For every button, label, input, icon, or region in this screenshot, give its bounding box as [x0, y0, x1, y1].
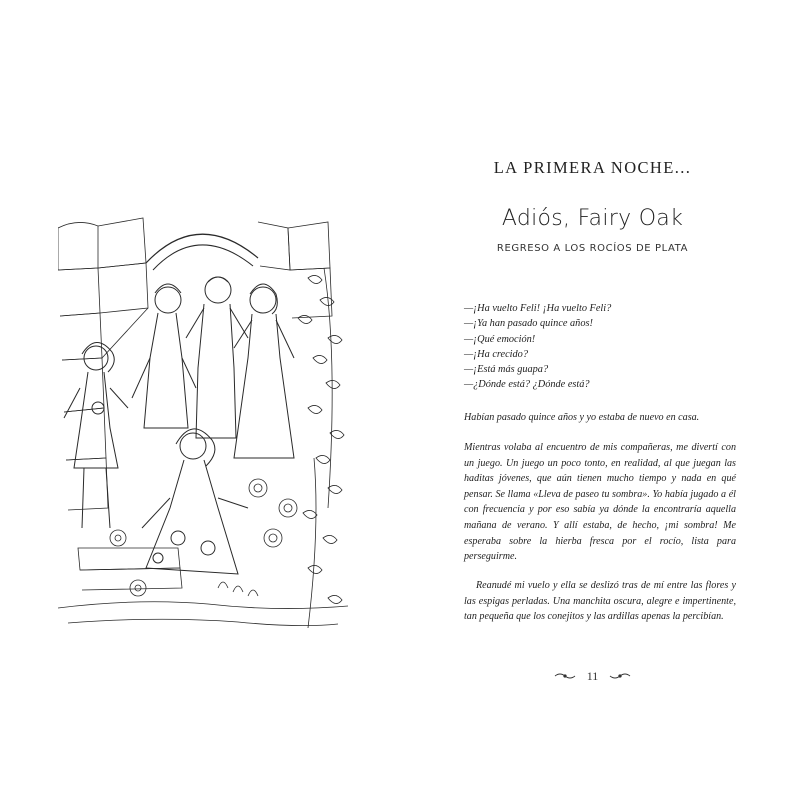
ivy-leaves [298, 268, 344, 628]
chapter-title: Adiós, Fairy Oak [501, 206, 684, 231]
ornament-right-icon [609, 672, 631, 680]
paragraph-3: Reanudé mi vuelo y ella se deslizó tras de mí entre las flores y las espigas perladas. Una manchita oscura, alegre e impertinente, tan pequeña que los conejitos y las ardillas apenas la percibían. [464, 580, 736, 623]
dialogue-line: —¡Ha vuelto Feli! ¡Ha vuelto Feli? [464, 303, 612, 314]
page-number: 11 [586, 668, 599, 683]
figure-woman-right [234, 284, 294, 458]
roses [110, 479, 297, 596]
dialogue-line: —¿Dónde está? ¿Dónde está? [464, 379, 590, 391]
figure-girl-seated [142, 429, 248, 574]
dialogue-block [464, 301, 734, 393]
paragraph-2: Mientras volaba al encuentro de mis compañeras, me divertí con un juego. Un juego un poco tonto, en realidad, al que juegan las haditas jóvenes, que aún tienen mucho tiempo y nada en qué pensar. Se llama «Lleva de paseo tu sombra». Yo había jugado a él con frecuencia y por eso sabía ya dónde la encontraría aquella mañana de verano. Y allí estaba, de hecho, ¡mi sombra! Me esperaba sobre la hierba fresca por el rocío, lista para perseguirme. [464, 442, 736, 563]
chapter-label: LA PRIMERA NOCHE... [493, 158, 692, 177]
page-footer [440, 668, 745, 684]
figure-man [186, 277, 248, 438]
chapter-subtitle: REGRESO A LOS ROCÍOS DE PLATA [496, 243, 689, 254]
line-art-illustration [58, 208, 348, 638]
dialogue-line: —¡Está más guapa? [464, 364, 549, 376]
dialogue-line: —¡Ya han pasado quince años! [464, 318, 593, 330]
paragraph-1: Habían pasado quince años y yo estaba de nuevo en casa. [464, 412, 700, 423]
figure-center-left [132, 284, 196, 428]
stone-wall [58, 218, 332, 510]
stone-steps [58, 548, 348, 626]
dialogue-line: —¡Qué emoción! [464, 333, 536, 345]
ornament-left-icon [554, 672, 576, 680]
figure-girl-left [64, 342, 128, 528]
dialogue-line: —¡Ha crecido? [464, 348, 528, 360]
right-page [440, 0, 745, 800]
